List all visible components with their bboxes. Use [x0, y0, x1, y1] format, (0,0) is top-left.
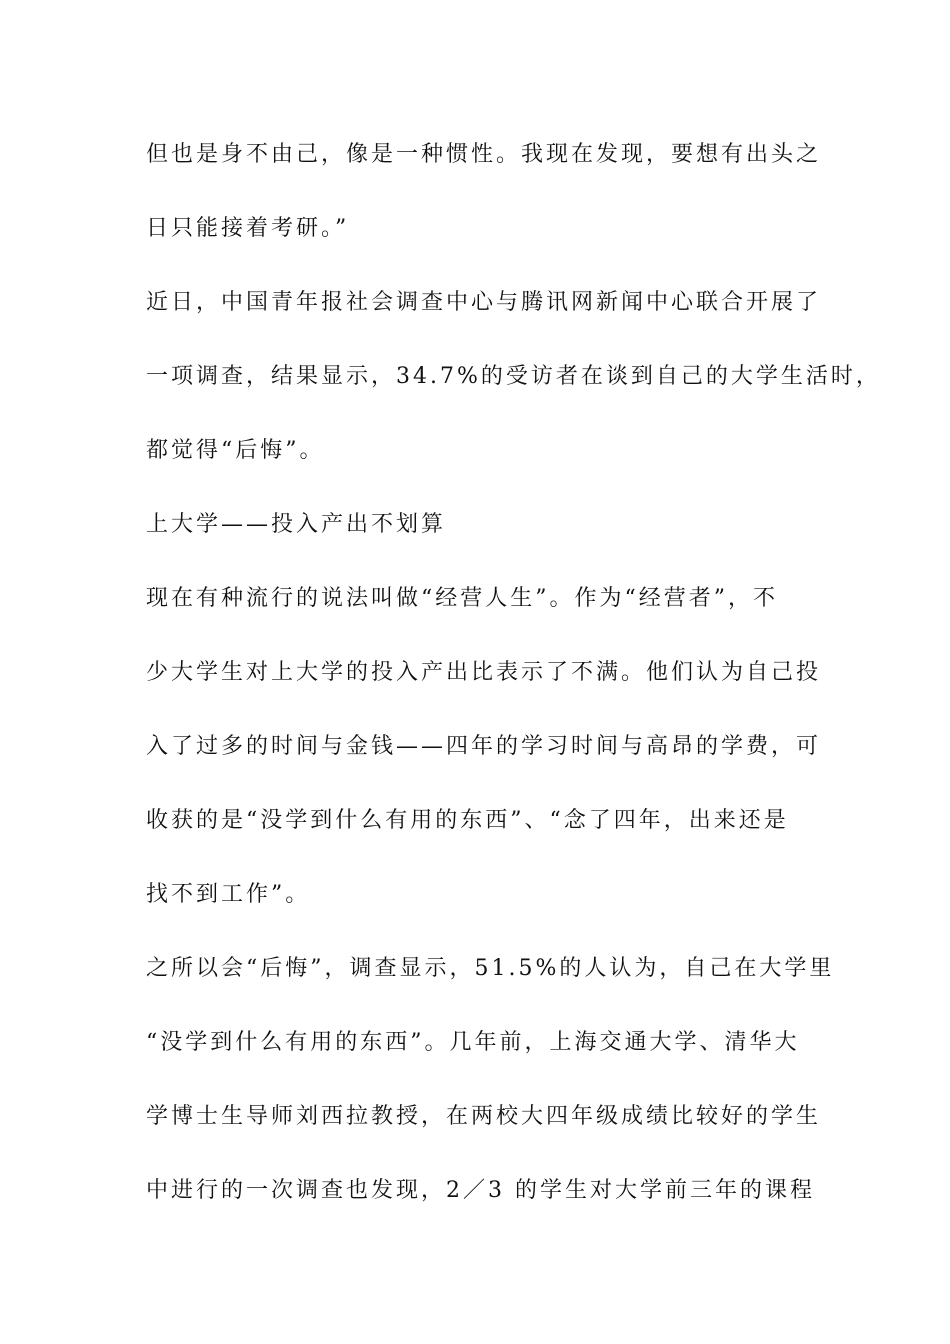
text-line: 学博士生导师刘西拉教授，在两校大四年级成绩比较好的学生 [146, 1104, 822, 1129]
text-line: 收获的是“没学到什么有用的东西”、“念了四年，出来还是 [146, 808, 789, 833]
text-line: 入了过多的时间与金钱——四年的学习时间与高昂的学费，可 [146, 734, 822, 759]
section-heading: 上大学——投入产出不划算 [146, 512, 447, 537]
text-line: 近日，中国青年报社会调查中心与腾讯网新闻中心联合开展了 [146, 290, 822, 315]
text-line: 找不到工作”。 [146, 882, 311, 907]
text-line: 一项调查，结果显示，34.7%的受访者在谈到自己的大学生活时， [146, 364, 881, 389]
text-line: 日只能接着考研。” [146, 216, 350, 241]
text-line: 之所以会“后悔”，调查显示，51.5%的人认为，自己在大学里 [146, 956, 835, 981]
text-line: “没学到什么有用的东西”。几年前，上海交通大学、清华大 [146, 1030, 800, 1055]
text-line: 都觉得“后悔”。 [146, 438, 325, 463]
text-line: 但也是身不由己，像是一种惯性。我现在发现，要想有出头之 [146, 142, 822, 167]
text-line: 少大学生对上大学的投入产出比表示了不满。他们认为自己投 [146, 660, 822, 685]
text-line: 中进行的一次调查也发现，2／3 的学生对大学前三年的课程 [146, 1178, 815, 1203]
text-line: 现在有种流行的说法叫做“经营人生”。作为“经营者”，不 [146, 586, 778, 611]
